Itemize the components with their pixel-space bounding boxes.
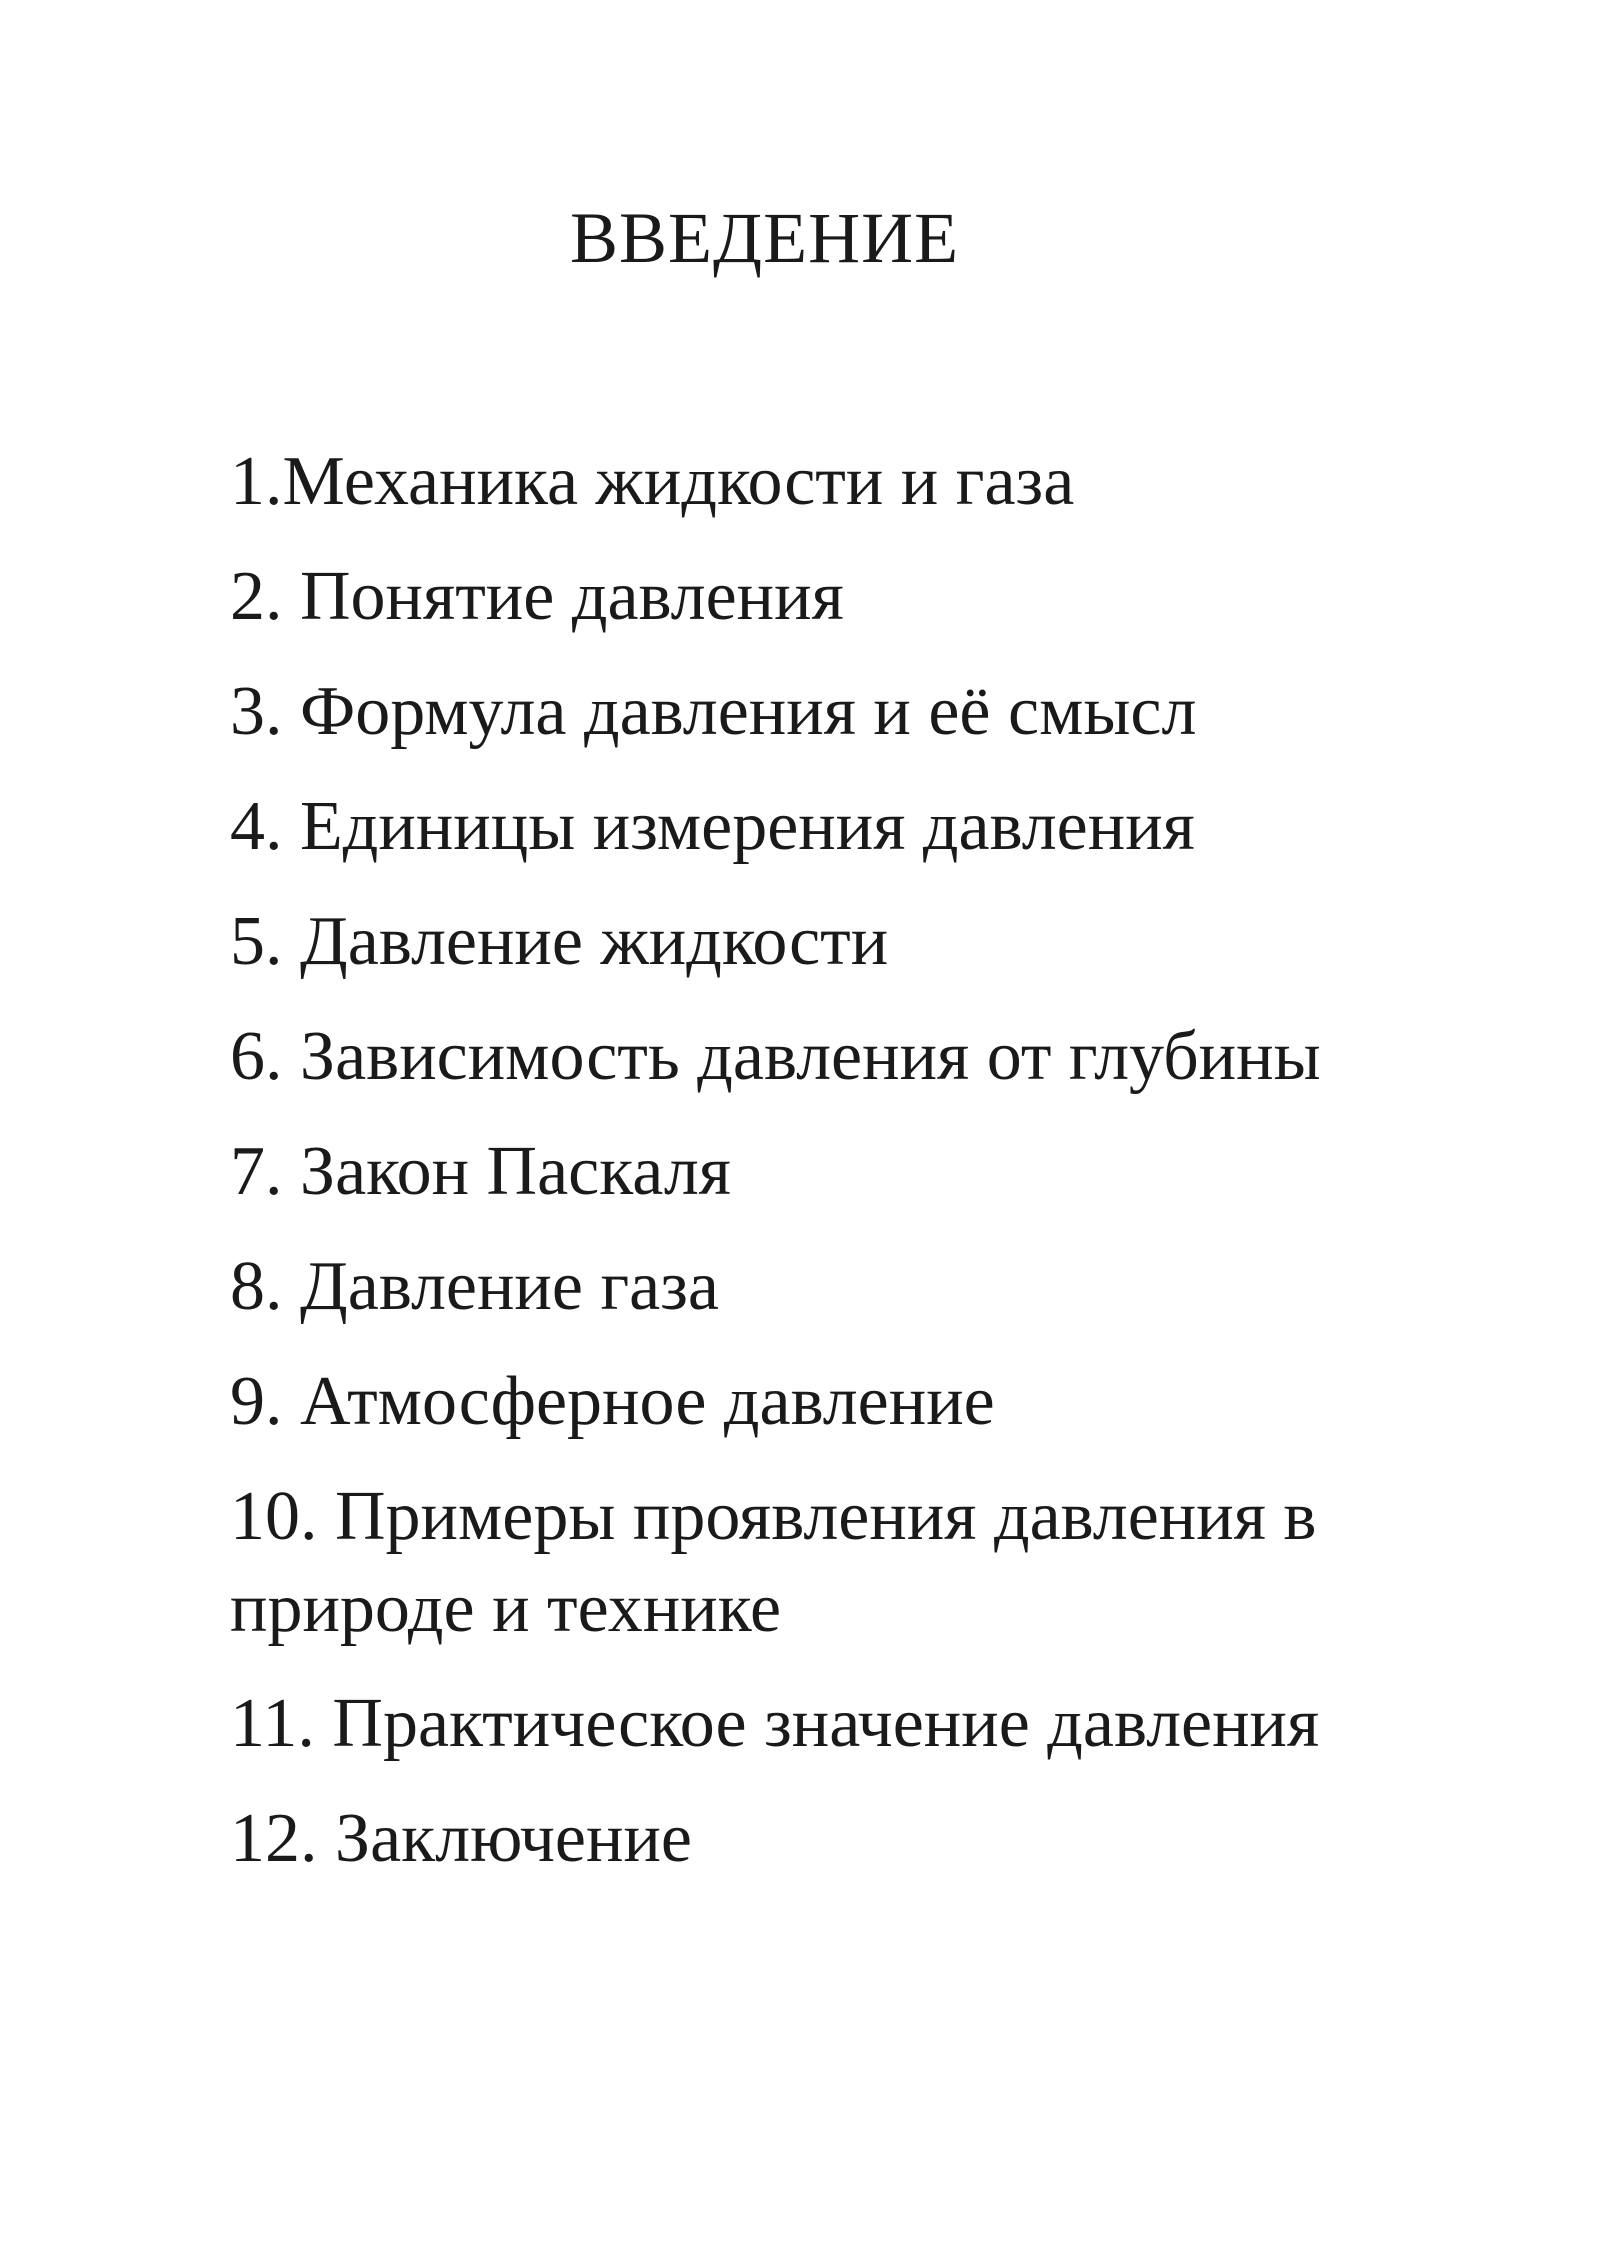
toc-item: 5. Давление жидкости: [230, 903, 889, 980]
toc-item: 4. Единицы измерения давления: [230, 788, 1195, 865]
toc-item: 3. Формула давления и её смысл: [230, 673, 1197, 750]
toc-item: 6. Зависимость давления от глубины: [230, 1018, 1321, 1095]
toc-item: 8. Давление газа: [230, 1248, 719, 1325]
page-title: ВВЕДЕНИЕ: [570, 198, 960, 278]
toc-item: 7. Закон Паскаля: [230, 1133, 732, 1210]
toc-item: 10. Примеры проявления давления в природе и технике: [230, 1478, 1317, 1647]
toc-item: 2. Понятие давления: [230, 558, 844, 635]
table-of-contents: [230, 436, 1490, 1908]
toc-item: 11. Практическое значение давления: [230, 1685, 1320, 1762]
toc-item: 12. Заключение: [230, 1800, 692, 1877]
toc-item: 1.Механика жидкости и газа: [230, 443, 1075, 520]
toc-item: 9. Атмосферное давление: [230, 1363, 995, 1440]
